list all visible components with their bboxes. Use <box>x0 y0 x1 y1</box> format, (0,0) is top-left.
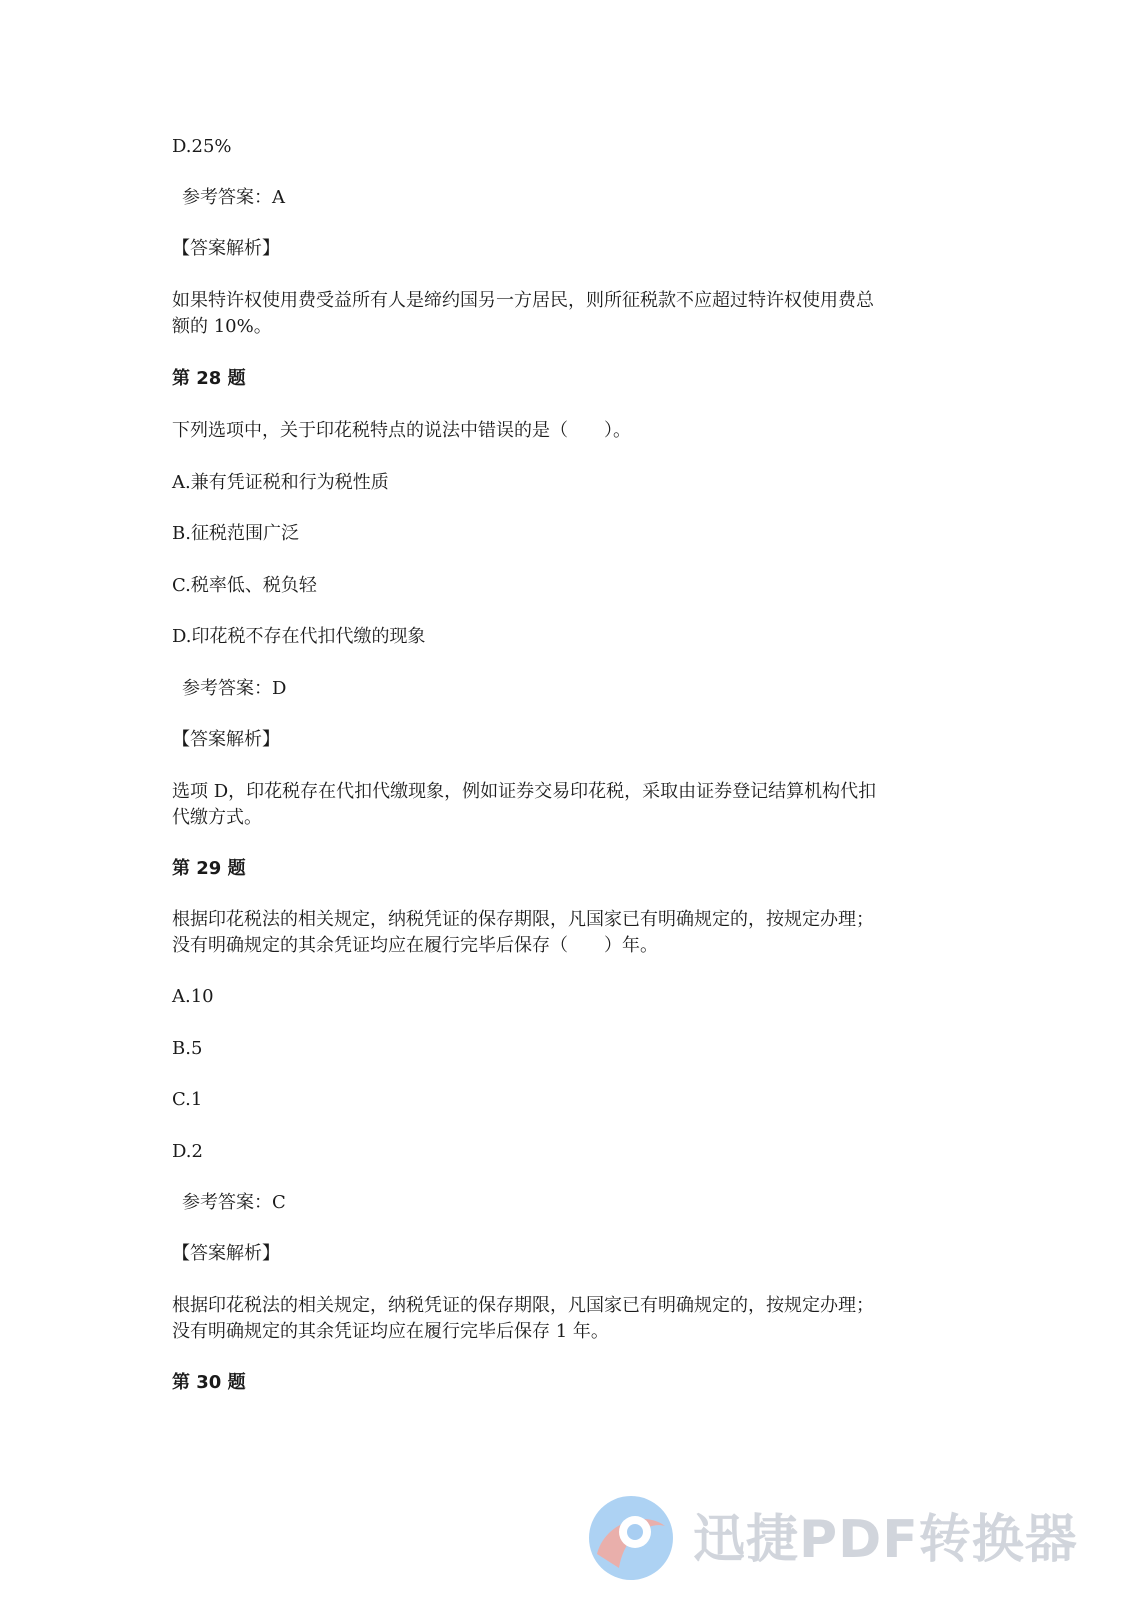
explanation-text-line1: 如果特许权使用费受益所有人是缔约国另一方居民，则所征税款不应超过特许权使用费总 <box>172 290 874 311</box>
watermark-text: 迅捷PDF转换器 <box>693 1510 1078 1570</box>
option-d-prev: D.25% <box>172 136 232 157</box>
xunjie-logo-icon <box>585 1492 677 1584</box>
question-28-title: 第 28 题 <box>172 368 246 389</box>
question-29-option-c: C.1 <box>172 1089 203 1110</box>
question-28-explanation-line1: 选项 D，印花税存在代扣代缴现象，例如证券交易印花税，采取由证券登记结算机构代扣 <box>172 781 877 802</box>
reference-answer: 参考答案：A <box>182 187 285 208</box>
question-30-title: 第 30 题 <box>172 1372 246 1393</box>
question-29-option-a: A.10 <box>172 986 214 1007</box>
question-28-explanation-line2: 代缴方式。 <box>172 807 262 828</box>
question-28-option-a: A.兼有凭证税和行为税性质 <box>172 472 389 493</box>
question-28-option-c: C.税率低、税负轻 <box>172 575 317 596</box>
question-29-option-b: B.5 <box>172 1038 203 1059</box>
question-29-stem-line1: 根据印花税法的相关规定，纳税凭证的保存期限，凡国家已有明确规定的，按规定办理； <box>172 909 874 930</box>
question-28-answer: 参考答案：D <box>182 678 287 699</box>
question-29-explanation-line2: 没有明确规定的其余凭证均应在履行完毕后保存 1 年。 <box>172 1321 609 1342</box>
question-29-title: 第 29 题 <box>172 858 246 879</box>
watermark <box>585 1492 1105 1588</box>
question-29-option-d: D.2 <box>172 1141 203 1162</box>
question-28-explanation-heading: 【答案解析】 <box>172 729 280 750</box>
question-29-explanation-heading: 【答案解析】 <box>172 1243 280 1264</box>
question-29-stem-line2: 没有明确规定的其余凭证均应在履行完毕后保存（ ）年。 <box>172 935 658 956</box>
question-28-option-d: D.印花税不存在代扣代缴的现象 <box>172 626 426 647</box>
explanation-text-line2: 额的 10%。 <box>172 316 272 337</box>
question-29-explanation-line1: 根据印花税法的相关规定，纳税凭证的保存期限，凡国家已有明确规定的，按规定办理； <box>172 1295 874 1316</box>
explanation-heading: 【答案解析】 <box>172 238 280 259</box>
question-29-answer: 参考答案：C <box>182 1192 286 1213</box>
question-28-stem: 下列选项中，关于印花税特点的说法中错误的是（ ）。 <box>172 420 631 441</box>
question-28-option-b: B.征税范围广泛 <box>172 523 299 544</box>
